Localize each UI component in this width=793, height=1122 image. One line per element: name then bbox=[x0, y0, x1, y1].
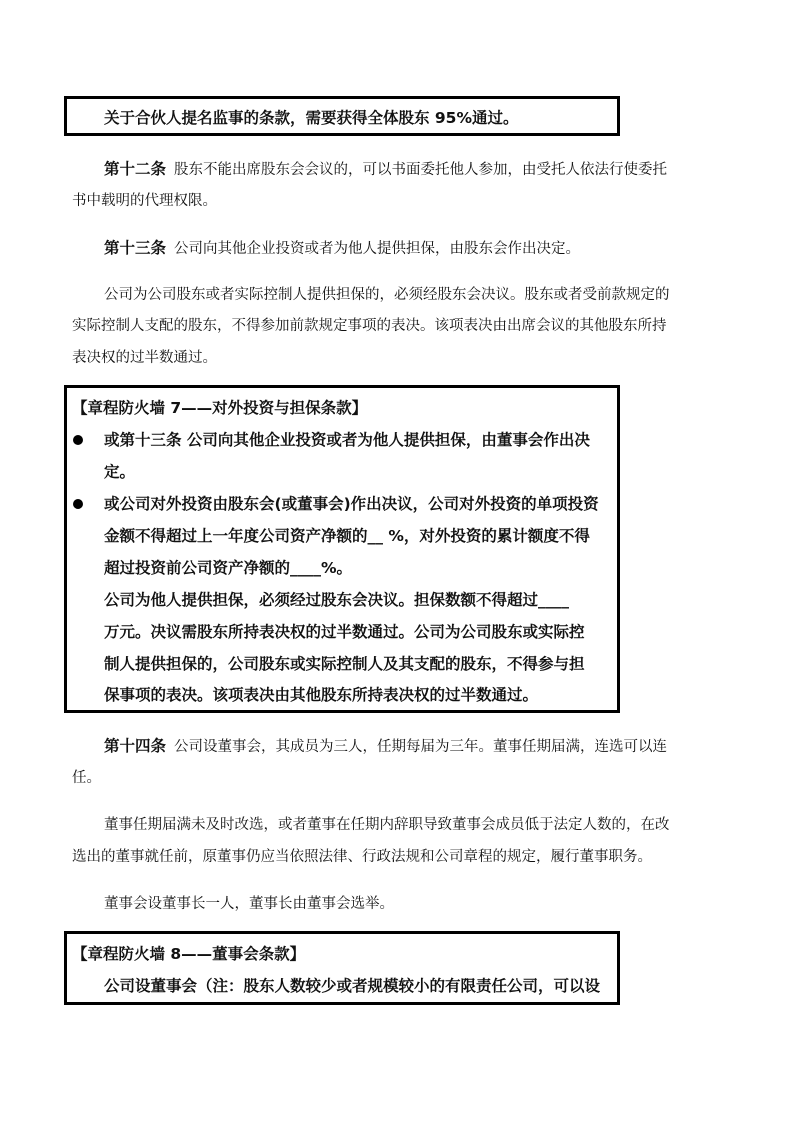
article-13-text: 公司向其他企业投资或者为他人提供担保，由股东会作出决定。 bbox=[174, 241, 581, 257]
directors-para-line2: 选出的董事就任前，原董事仍应当依照法律、行政法规和公司章程的规定，履行董事职务。 bbox=[72, 849, 652, 865]
article-13-line1 bbox=[104, 237, 580, 260]
firewall-7-item2-line6: 制人提供担保的，公司股东或实际控制人及其支配的股东，不得参与担 bbox=[104, 655, 585, 673]
firewall-7-item2-line7: 保事项的表决。该项表决由其他股东所持表决权的过半数通过。 bbox=[104, 686, 539, 704]
article-12-label: 第十二条 bbox=[104, 160, 167, 178]
firewall-8-title: 【章程防火墙 8——董事会条款】 bbox=[72, 945, 306, 963]
article-14-text: 公司设董事会，其成员为三人，任期每届为三年。董事任期届满，连选可以连 bbox=[174, 739, 668, 755]
firewall-7-title: 【章程防火墙 7——对外投资与担保条款】 bbox=[72, 399, 368, 417]
firewall-7-item2-line3: 超过投资前公司资产净额的____%。 bbox=[104, 559, 353, 577]
directors-para-line1: 董事任期届满未及时改选，或者董事在任期内辞职导致董事会成员低于法定人数的，在改 bbox=[104, 817, 670, 833]
bullet-icon bbox=[73, 499, 83, 509]
guarantee-para-line2: 实际控制人支配的股东，不得参加前款规定事项的表决。该项表决由出席会议的其他股东所持 bbox=[72, 318, 667, 334]
firewall-8-line1: 公司设董事会（注：股东人数较少或者规模较小的有限责任公司，可以设 bbox=[104, 977, 601, 995]
firewall-7-item2-line4: 公司为他人提供担保，必须经过股东会决议。担保数额不得超过____ bbox=[104, 591, 570, 609]
article-13-label: 第十三条 bbox=[104, 239, 167, 257]
firewall-7-item2-line1: 或公司对外投资由股东会(或董事会)作出决议，公司对外投资的单项投资 bbox=[104, 495, 599, 513]
guarantee-para-line1: 公司为公司股东或者实际控制人提供担保的，必须经股东会决议。股东或者受前款规定的 bbox=[104, 287, 670, 303]
article-12-line1 bbox=[104, 158, 667, 181]
article-14-line2: 任。 bbox=[72, 770, 101, 786]
article-14-line1 bbox=[104, 735, 667, 758]
firewall-7-item1-line2: 定。 bbox=[104, 463, 136, 481]
article-12-line2: 书中载明的代理权限。 bbox=[72, 193, 217, 209]
firewall-7-item2-line5: 万元。决议需股东所持表决权的过半数通过。公司为公司股东或实际控 bbox=[104, 623, 585, 641]
guarantee-para-line3: 表决权的过半数通过。 bbox=[72, 350, 217, 366]
firewall-7-item2-line2: 金额不得超过上一年度公司资产净额的__ %，对外投资的累计额度不得 bbox=[104, 527, 590, 545]
article-12-text: 股东不能出席股东会会议的，可以书面委托他人参加，由受托人依法行使委托 bbox=[174, 162, 668, 178]
chairman-para: 董事会设董事长一人，董事长由董事会选举。 bbox=[104, 896, 394, 912]
article-14-label: 第十四条 bbox=[104, 737, 167, 755]
firewall-7-item1-line1: 或第十三条 公司向其他企业投资或者为他人提供担保，由董事会作出决 bbox=[104, 431, 590, 449]
bullet-icon bbox=[73, 435, 83, 445]
box1-text: 关于合伙人提名监事的条款，需要获得全体股东 95%通过。 bbox=[104, 109, 519, 127]
